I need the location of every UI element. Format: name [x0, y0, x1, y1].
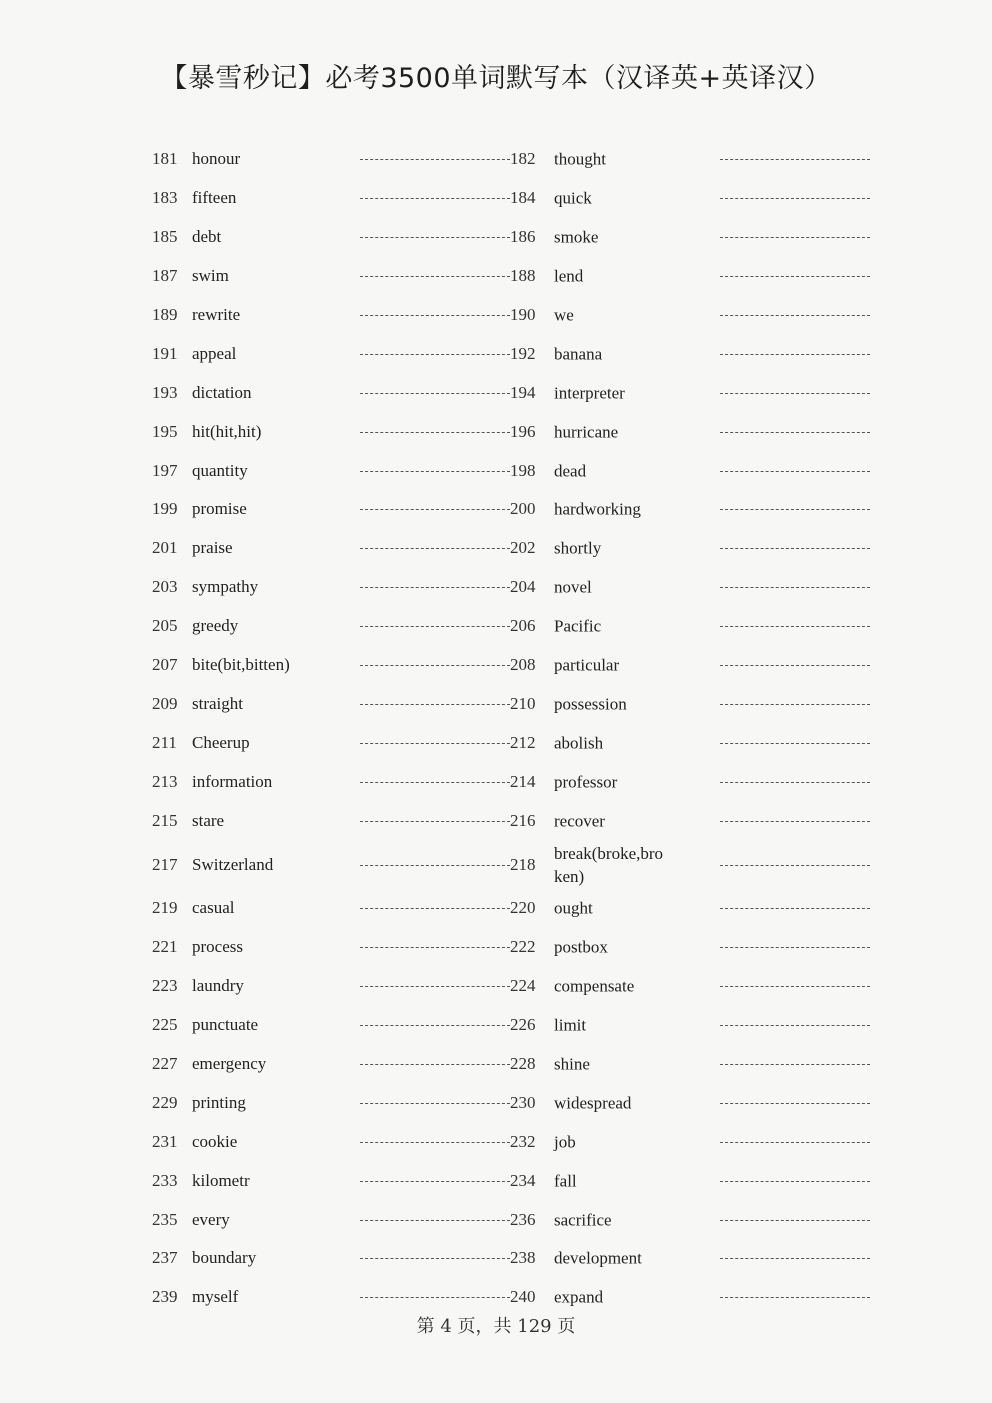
item-number: 225 [152, 1015, 178, 1035]
english-word: emergency [192, 1054, 267, 1074]
english-word: Switzerland [192, 854, 274, 874]
word-row [0, 1200, 992, 1239]
answer-blank [720, 471, 870, 472]
item-number: 201 [152, 538, 178, 558]
answer-blank [720, 159, 870, 160]
item-number: 209 [152, 693, 178, 713]
english-word: smoke [554, 227, 599, 247]
answer-blank [360, 354, 510, 355]
word-row [0, 218, 992, 257]
english-word: shine [554, 1054, 590, 1074]
english-word: sacrifice [554, 1210, 612, 1230]
item-number: 196 [510, 421, 536, 441]
english-word: thought [554, 149, 606, 169]
answer-blank [360, 1025, 510, 1026]
word-row [0, 412, 992, 451]
word-row [0, 451, 992, 490]
item-number: 216 [510, 810, 536, 830]
item-number: 214 [510, 771, 536, 791]
word-row [0, 840, 992, 889]
answer-blank [360, 198, 510, 199]
answer-blank [360, 315, 510, 316]
word-row [0, 1083, 992, 1122]
answer-blank [720, 665, 870, 666]
item-number: 206 [510, 616, 536, 636]
item-number: 192 [510, 343, 536, 363]
english-word: debt [192, 227, 222, 247]
word-row [0, 889, 992, 928]
english-word: stare [192, 810, 225, 830]
word-row [0, 257, 992, 296]
english-word: dictation [192, 382, 252, 402]
answer-blank [360, 276, 510, 277]
word-row [0, 1122, 992, 1161]
word-row [0, 928, 992, 967]
english-word: boundary [192, 1248, 257, 1268]
word-row [0, 334, 992, 373]
item-number: 231 [152, 1131, 178, 1151]
word-row [0, 140, 992, 179]
answer-blank [720, 1064, 870, 1065]
item-number: 232 [510, 1131, 536, 1151]
item-number: 217 [152, 854, 178, 874]
english-word: dead [554, 461, 587, 481]
english-word: novel [554, 577, 592, 597]
english-word: abolish [554, 733, 604, 753]
item-number: 187 [152, 266, 178, 286]
word-row [0, 1278, 992, 1317]
answer-blank [360, 393, 510, 394]
english-word: myself [192, 1287, 239, 1307]
word-list [0, 140, 992, 1317]
english-word: Cheerup [192, 732, 250, 752]
english-word: shortly [554, 538, 602, 558]
english-word: kilometr [192, 1170, 250, 1190]
english-word: promise [192, 499, 247, 519]
answer-blank [720, 821, 870, 822]
english-word: job [554, 1132, 576, 1152]
answer-blank [720, 986, 870, 987]
answer-blank [720, 908, 870, 909]
answer-blank [720, 1181, 870, 1182]
item-number: 189 [152, 305, 178, 324]
english-word: hit(hit,hit) [192, 421, 262, 441]
item-number: 204 [510, 577, 536, 597]
english-word: hardworking [554, 499, 641, 519]
item-number: 200 [510, 499, 536, 519]
page-title: 【暴雪秒记】必考3500单词默写本（汉译英+英译汉） [160, 63, 832, 94]
english-word: expand [554, 1287, 604, 1307]
english-word: honour [192, 149, 241, 169]
item-number: 207 [152, 655, 178, 675]
item-number: 239 [152, 1287, 178, 1307]
english-word: sympathy [192, 577, 259, 597]
english-word: quantity [192, 460, 248, 480]
answer-blank [720, 947, 870, 948]
answer-blank [360, 509, 510, 510]
answer-blank [720, 354, 870, 355]
answer-blank [360, 1181, 510, 1182]
english-word: greedy [192, 616, 239, 636]
item-number: 219 [152, 898, 178, 918]
answer-blank [720, 276, 870, 277]
answer-blank [360, 237, 510, 238]
answer-blank [360, 626, 510, 627]
english-word: Pacific [554, 616, 602, 636]
answer-blank [360, 1103, 510, 1104]
english-word: information [192, 771, 273, 791]
english-word: printing [192, 1092, 246, 1112]
item-number: 211 [152, 732, 177, 752]
item-number: 191 [152, 343, 178, 363]
answer-blank [720, 865, 870, 866]
english-word: lend [554, 266, 584, 286]
item-number: 224 [510, 976, 536, 996]
word-row [0, 762, 992, 801]
answer-blank [360, 1258, 510, 1259]
english-word: swim [192, 266, 229, 286]
english-word: appeal [192, 343, 237, 363]
answer-blank [360, 1142, 510, 1143]
word-row [0, 1161, 992, 1200]
answer-blank [360, 782, 510, 783]
item-number: 220 [510, 898, 536, 918]
answer-blank [360, 1064, 510, 1065]
word-row [0, 529, 992, 568]
item-number: 236 [510, 1209, 536, 1229]
english-word: casual [192, 898, 235, 918]
answer-blank [360, 1297, 510, 1298]
item-number: 212 [510, 732, 536, 752]
item-number: 199 [152, 499, 178, 519]
item-number: 194 [510, 382, 536, 402]
answer-blank [720, 743, 870, 744]
answer-blank [360, 471, 510, 472]
item-number: 227 [152, 1054, 178, 1074]
english-word: fall [554, 1171, 577, 1191]
english-word: possession [554, 694, 627, 714]
item-number: 235 [152, 1209, 178, 1229]
answer-blank [360, 743, 510, 744]
item-number: 213 [152, 771, 178, 791]
english-word: ought [554, 898, 593, 918]
english-word: particular [554, 655, 620, 675]
item-number: 230 [510, 1092, 536, 1112]
english-word: punctuate [192, 1015, 259, 1035]
item-number: 205 [152, 616, 178, 636]
english-word: postbox [554, 937, 608, 957]
answer-blank [360, 947, 510, 948]
item-number: 229 [152, 1092, 178, 1112]
item-number: 233 [152, 1170, 178, 1190]
item-number: 228 [510, 1054, 536, 1074]
item-number: 222 [510, 937, 536, 957]
word-row [0, 723, 992, 762]
word-row [0, 1006, 992, 1045]
answer-blank [720, 432, 870, 433]
english-word: praise [192, 538, 233, 558]
item-number: 193 [152, 382, 178, 402]
answer-blank [720, 198, 870, 199]
item-number: 182 [510, 149, 536, 169]
answer-blank [720, 393, 870, 394]
word-row [0, 490, 992, 529]
item-number: 238 [510, 1248, 536, 1268]
english-word: fifteen [192, 188, 237, 208]
item-number: 195 [152, 421, 178, 441]
english-word: bite(bit,bitten) [192, 655, 290, 675]
item-number: 221 [152, 937, 178, 957]
answer-blank [720, 782, 870, 783]
english-word: compensate [554, 976, 635, 996]
english-word: interpreter [554, 383, 625, 403]
item-number: 190 [510, 305, 536, 324]
item-number: 202 [510, 538, 536, 558]
word-row [0, 801, 992, 840]
english-word: straight [192, 693, 243, 713]
item-number: 223 [152, 976, 178, 996]
answer-blank [720, 1103, 870, 1104]
english-word: hurricane [554, 422, 619, 442]
answer-blank [720, 509, 870, 510]
word-row [0, 296, 992, 335]
answer-blank [720, 1025, 870, 1026]
item-number: 203 [152, 577, 178, 597]
word-row [0, 1239, 992, 1278]
english-word: every [192, 1209, 230, 1229]
english-word: laundry [192, 976, 244, 996]
english-word: rewrite [192, 305, 241, 324]
english-word: break(broke,bro ken) [554, 843, 664, 886]
answer-blank [360, 548, 510, 549]
english-word: limit [554, 1015, 587, 1035]
item-number: 183 [152, 188, 178, 208]
word-row [0, 373, 992, 412]
item-number: 226 [510, 1015, 536, 1035]
answer-blank [360, 865, 510, 866]
answer-blank [360, 908, 510, 909]
english-word: professor [554, 772, 618, 792]
answer-blank [720, 626, 870, 627]
item-number: 218 [510, 854, 536, 874]
word-row [0, 607, 992, 646]
english-word: cookie [192, 1131, 238, 1151]
answer-blank [360, 986, 510, 987]
answer-blank [360, 704, 510, 705]
word-row [0, 967, 992, 1006]
answer-blank [720, 1297, 870, 1298]
answer-blank [360, 821, 510, 822]
english-word: we [554, 305, 574, 325]
item-number: 185 [152, 227, 178, 247]
word-row [0, 1045, 992, 1084]
english-word: quick [554, 188, 592, 208]
item-number: 198 [510, 460, 536, 480]
word-row [0, 684, 992, 723]
item-number: 237 [152, 1248, 178, 1268]
english-word: widespread [554, 1093, 632, 1113]
item-number: 210 [510, 693, 536, 713]
page-footer: 第 4 页，共 129 页 [416, 1316, 576, 1337]
item-number: 188 [510, 266, 536, 286]
item-number: 240 [510, 1287, 536, 1307]
answer-blank [720, 1220, 870, 1221]
answer-blank [720, 587, 870, 588]
item-number: 234 [510, 1170, 536, 1190]
answer-blank [720, 1142, 870, 1143]
answer-blank [360, 665, 510, 666]
word-row [0, 646, 992, 685]
answer-blank [360, 159, 510, 160]
item-number: 215 [152, 810, 178, 830]
answer-blank [720, 548, 870, 549]
item-number: 208 [510, 655, 536, 675]
english-word: process [192, 937, 243, 957]
answer-blank [360, 432, 510, 433]
english-word: banana [554, 344, 603, 364]
word-row [0, 568, 992, 607]
english-word: development [554, 1248, 642, 1268]
answer-blank [720, 237, 870, 238]
word-row [0, 179, 992, 218]
answer-blank [720, 315, 870, 316]
item-number: 181 [152, 149, 178, 169]
answer-blank [720, 1258, 870, 1259]
item-number: 186 [510, 227, 536, 247]
english-word: recover [554, 811, 605, 831]
item-number: 197 [152, 460, 178, 480]
answer-blank [720, 704, 870, 705]
item-number: 184 [510, 188, 536, 208]
answer-blank [360, 1220, 510, 1221]
answer-blank [360, 587, 510, 588]
